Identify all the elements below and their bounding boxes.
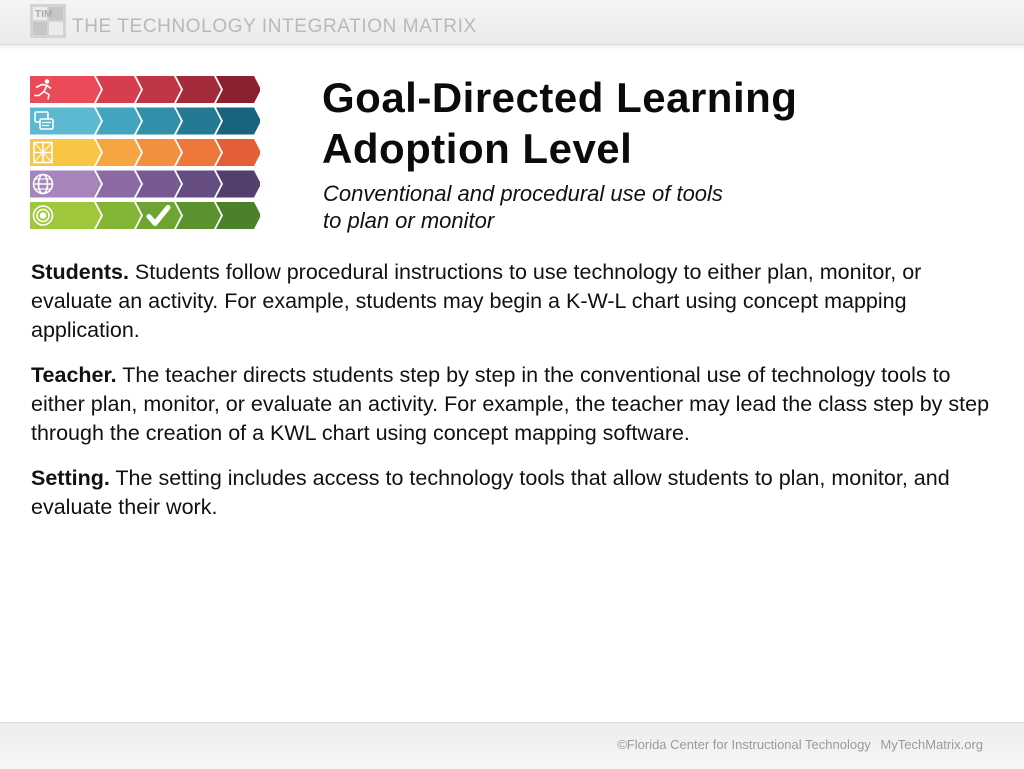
tim-logo bbox=[30, 4, 66, 38]
footer-bar bbox=[0, 722, 1024, 769]
teacher-label: Teacher. bbox=[31, 363, 117, 387]
footer-copyright bbox=[617, 737, 983, 752]
matrix-cell bbox=[176, 139, 221, 166]
matrix-cell bbox=[176, 202, 221, 229]
matrix-cell bbox=[216, 139, 260, 166]
subtitle-line-1: Conventional and procedural use of tools bbox=[323, 181, 723, 206]
matrix-cell bbox=[136, 108, 181, 135]
matrix-cell bbox=[176, 108, 221, 135]
matrix-cell bbox=[136, 139, 181, 166]
tim-logo-text: TIM bbox=[35, 9, 53, 20]
title-line-2: Adoption Level bbox=[322, 125, 633, 172]
teacher-paragraph bbox=[31, 361, 1001, 448]
matrix-row-authentic bbox=[30, 171, 260, 198]
matrix-cell bbox=[96, 76, 141, 103]
description-body bbox=[31, 258, 1001, 538]
teacher-text: The teacher directs students step by step in the conventional use of technology tools to either plan, monitor, or evaluate an activity. For example, the teacher may lead the class step by step through the creation of a KWL chart using concept mapping software. bbox=[31, 363, 990, 445]
matrix-cell bbox=[96, 171, 141, 198]
target-icon bbox=[34, 206, 53, 225]
matrix-cell bbox=[216, 76, 260, 103]
students-label: Students. bbox=[31, 260, 129, 284]
matrix-cell bbox=[216, 171, 260, 198]
matrix-cell bbox=[216, 202, 260, 229]
matrix-cell bbox=[56, 171, 101, 198]
matrix-cell bbox=[136, 171, 181, 198]
matrix-row-active bbox=[30, 76, 260, 103]
matrix-icon-box bbox=[30, 76, 56, 103]
matrix-row-constructive bbox=[30, 139, 260, 166]
matrix-cell bbox=[56, 108, 101, 135]
scaffold-icon bbox=[34, 143, 52, 163]
matrix-cell bbox=[96, 139, 141, 166]
page-title bbox=[322, 72, 1002, 174]
students-text: Students follow procedural instructions to use technology to either plan, monitor, or evaluate an activity. For example, students may begin a K-W-L chart using concept mapping application. bbox=[31, 260, 922, 342]
copyright-text: ©Florida Center for Instructional Technology bbox=[617, 737, 871, 752]
matrix-cell bbox=[176, 171, 221, 198]
setting-paragraph bbox=[31, 464, 1001, 522]
matrix-cell bbox=[56, 139, 101, 166]
subtitle-line-2: to plan or monitor bbox=[323, 208, 495, 233]
matrix-cell bbox=[216, 108, 260, 135]
students-paragraph bbox=[31, 258, 1001, 345]
matrix-row-collaborative bbox=[30, 108, 260, 135]
matrix-cell bbox=[176, 76, 221, 103]
matrix-cell bbox=[56, 202, 101, 229]
site-link[interactable]: MyTechMatrix.org bbox=[880, 737, 983, 752]
tim-matrix-graphic bbox=[30, 76, 260, 231]
title-line-1: Goal-Directed Learning bbox=[322, 74, 798, 121]
matrix-cell bbox=[96, 108, 141, 135]
matrix-cell bbox=[56, 76, 101, 103]
setting-label: Setting. bbox=[31, 466, 110, 490]
header-bar bbox=[0, 0, 1024, 45]
page-subtitle bbox=[323, 180, 883, 234]
matrix-cell bbox=[96, 202, 141, 229]
header-title: THE TECHNOLOGY INTEGRATION MATRIX bbox=[72, 16, 477, 37]
matrix-cell bbox=[136, 76, 181, 103]
setting-text: The setting includes access to technology tools that allow students to plan, monitor, and evaluate their work. bbox=[31, 466, 950, 519]
matrix-row-goal-directed bbox=[30, 202, 260, 229]
